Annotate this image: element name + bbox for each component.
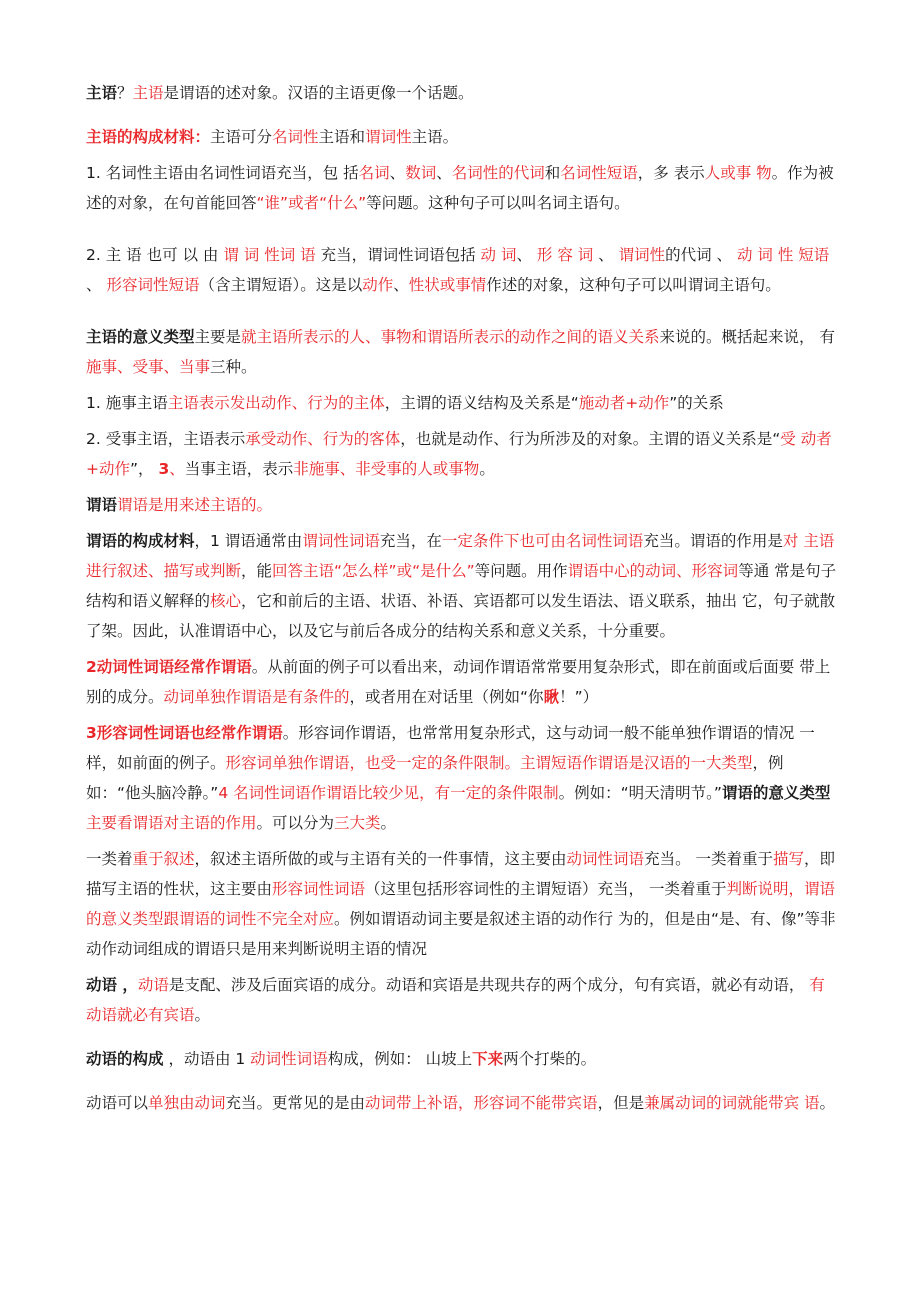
text-run: 谓语中心的动词、形容词 (567, 562, 739, 580)
text-run: 主语的意义类型 (86, 328, 195, 346)
text-run: 。 (479, 460, 495, 478)
text-run: 有动语就必有宾语 (86, 976, 825, 1024)
text-run: 。作为被述的对象，在句首能回答 (86, 164, 834, 212)
para-verbal-predicate (86, 652, 838, 712)
text-run: 谓词性 (365, 128, 412, 146)
text-run: 谓 词 性词 语 (223, 246, 316, 264)
text-run: 形容词性短语 (106, 276, 200, 294)
text-run: 。 (380, 814, 397, 832)
text-run: 充当。谓语的作用是 (643, 532, 783, 550)
text-run: ”的关系 (669, 394, 724, 412)
para-agent-subject (86, 388, 838, 418)
text-run: ，例 如：“他头脑冷静。” (86, 754, 784, 802)
text-run: 当事主语，表示 (184, 460, 294, 478)
text-run: 1. 名词性主语由名词性词语充当，包 括 (86, 164, 359, 182)
text-run: ，也就是动作、行为所涉及的对象。主谓的语义关系是“ (400, 430, 781, 448)
text-run: ，即描写主语的性状，这主要由 (86, 850, 836, 898)
text-run: 三大类 (334, 814, 381, 832)
text-run: 、 (436, 164, 452, 182)
document-body (86, 78, 838, 1118)
text-run: 数词 (405, 164, 437, 182)
text-run: 动词单独作谓语是有条件的 (163, 688, 350, 706)
text-run: 下来 (472, 1050, 504, 1068)
text-run: 等问题。用作 (474, 562, 568, 580)
text-run: 。形容词作谓语，也常常用复杂形式，这与动词一般不能单独作谓语的情况 一样，如前面的例子。 (86, 724, 815, 772)
para-patient-subject (86, 424, 838, 484)
text-run: 谓词性 (618, 246, 666, 264)
text-run: 等通 常是句子结构和语义解释的 (86, 562, 837, 610)
text-run: 充当，谓词性词语包括 (315, 246, 481, 264)
text-run: 。从前面的例子可以看出来，动词作谓语常常要用复杂形式，即在前面或后面要 带上别的成分。 (86, 658, 831, 706)
text-run: 充当。 一类着重于 (644, 850, 773, 868)
text-run: 、 (593, 246, 619, 264)
text-run: 主要是 (194, 328, 242, 346)
text-run: 非施事、非受事的人或事物 (293, 460, 480, 478)
text-run: 动语 ， (86, 976, 138, 994)
text-run: 和 (544, 164, 561, 182)
text-run: 对 主语进行叙述、描写或判断 (86, 532, 835, 580)
text-run: 一类着 (86, 850, 133, 868)
text-run: ，能 (241, 562, 273, 580)
para-verb-element-composition (86, 1044, 838, 1074)
text-run: 动词性词语 (566, 850, 645, 868)
text-run: 。可以分为 (256, 814, 335, 832)
text-run: 单独由动词 (148, 1094, 226, 1112)
para-subject-semantic-types (86, 322, 838, 382)
text-run: 重于叙述 (132, 850, 195, 868)
text-run: 两个打柴的。 (503, 1050, 597, 1068)
text-run: 主要看谓语对主语的作用 (86, 814, 257, 832)
para-predicate-three-types (86, 844, 838, 964)
text-run: 是支配、涉及后面宾语的成分。动语和宾语是共现共存的两个成分，句有宾语，就必有动语， (168, 976, 810, 994)
text-run: 。 (194, 1006, 211, 1024)
text-run: 4 名词性词语作谓语比较少见，有一定的条件限制 (218, 784, 559, 802)
para-nominal-subject (86, 158, 838, 218)
text-run: “谁”或者“什么” (256, 194, 367, 212)
text-run: 谓词性词语 (302, 532, 380, 550)
text-run: 回答主语“怎么样”或“是什么” (272, 562, 475, 580)
para-subject-intro (86, 78, 838, 108)
text-run: 2. 主 语 也可 以 由 (86, 246, 224, 264)
text-run: （含主谓短语）。这是以 (199, 276, 363, 294)
text-run: 充当。更常见的是由 (225, 1094, 366, 1112)
text-run: 来说的。概括起来说， 有 (659, 328, 835, 346)
text-run: 动语的构成 (86, 1050, 164, 1068)
text-run: 名词性的代词 (451, 164, 545, 182)
text-run: ”， (130, 460, 159, 478)
text-run: 等问题。这种句子可以叫名词主语句。 (366, 194, 630, 212)
text-run: （这里包括形容词性的主谓短语）充当， 一类着重于 (365, 880, 727, 898)
para-predicative-subject (86, 240, 838, 300)
text-run: 谓语是用来述主语的。 (117, 496, 273, 514)
text-run: 。 (819, 1094, 836, 1112)
text-run: 的代词 、 (665, 246, 737, 264)
para-verb-element-forms (86, 1088, 838, 1118)
text-run: 承受动作、行为的客体 (245, 430, 401, 448)
text-run: 2. 受事主语，主语表示 (86, 430, 246, 448)
text-run: 谓语的意义类型 (721, 784, 831, 802)
para-verb-element (86, 970, 838, 1030)
text-run: ！”） (559, 688, 599, 706)
text-run: 是谓语的述对象。汉语的主语更像一个话题。 (163, 84, 474, 102)
para-subject-materials (86, 122, 838, 152)
text-run: 构成，例如： 山坡上 (327, 1050, 473, 1068)
text-run: 形 容 词 (536, 246, 594, 264)
text-run: 形容词单独作谓语，也受一定的条件限制。主谓短语作谓语是汉语的一大类型 (225, 754, 753, 772)
text-run: 充当，在 (379, 532, 442, 550)
text-run: 动 词 (480, 246, 517, 264)
text-run: ，或者用在对话里（例如“你 (349, 688, 544, 706)
text-run: 2动词性词语经常作谓语 (86, 658, 252, 676)
text-run: 动词性词语 (250, 1050, 328, 1068)
text-run: 性状或事情 (408, 276, 487, 294)
text-run: 判断说明，谓语的意义类型跟谓语的词性不完全对应 (86, 880, 835, 928)
text-run: 名词性短语 (560, 164, 638, 182)
text-run: 就主语所表示的人、事物和谓语所表示的动作之间的语义关系 (241, 328, 660, 346)
text-run: ？ (117, 84, 133, 102)
text-run: 核心 (210, 592, 242, 610)
text-run: 名词性 (272, 128, 319, 146)
para-predicate-materials (86, 526, 838, 646)
text-run: 名词 (358, 164, 390, 182)
text-run: 动词带上补语，形容词不能带宾语 (365, 1094, 598, 1112)
para-adjectival-predicate (86, 718, 838, 838)
text-run: 主语表示发出动作、行为的主体 (167, 394, 385, 412)
text-run: 、 (169, 460, 185, 478)
text-run: 3形容词性词语也经常作谓语 (86, 724, 283, 742)
text-run: 主语的构成材料： (86, 128, 211, 146)
text-run: 谓语 (86, 496, 118, 514)
text-run: 。例如谓语动词主要是叙述主语的动作行 为的，但是由“是、有、像”等非动作动词组成的谓语只是用来判断说明主语的情况 (86, 910, 836, 958)
text-run: 。例如：“明天清明节。” (558, 784, 722, 802)
text-run: 3 (158, 460, 170, 478)
text-run: 主语可分 (210, 128, 273, 146)
text-run: 受 动者+动作 (86, 430, 832, 478)
para-predicate-intro (86, 490, 838, 520)
text-run: 三种。 (210, 358, 257, 376)
text-run: 主语。 (411, 128, 459, 146)
text-run: ，1 谓语通常由 (194, 532, 303, 550)
text-run: 1. 施事主语 (86, 394, 168, 412)
text-run: 作述的对象，这种句子可以叫谓词主语句。 (486, 276, 781, 294)
text-run: 、 (86, 276, 107, 294)
text-run: 施动者+动作 (578, 394, 670, 412)
text-run: 、 (389, 164, 406, 182)
text-run: 形容词性词语 (272, 880, 366, 898)
text-run: 主语和 (318, 128, 366, 146)
text-run: 施事、受事、当事 (86, 358, 211, 376)
text-run: 主语 (86, 84, 118, 102)
text-run: ，多 表示 (637, 164, 705, 182)
text-run: 描写 (773, 850, 805, 868)
text-run: 一定条件下也可由名词性词语 (441, 532, 644, 550)
text-run: ，叙述主语所做的或与主语有关的一件事情，这主要由 (194, 850, 567, 868)
text-run: ，主谓的语义结构及关系是“ (384, 394, 579, 412)
text-run: ，它和前后的主语、状语、补语、宾语都可以发生语法、语义联系，抽出 它，句子就散了架。因此，认准谓语中心，以及它与前后各成分的结构关系和意义关系，十分重要。 (86, 592, 835, 640)
text-run: 动作 (362, 276, 394, 294)
text-run: 动 词 性 短语 (736, 246, 830, 264)
text-run: 人或事 物 (704, 164, 772, 182)
text-run: 动语 (137, 976, 169, 994)
text-run: 、 (516, 246, 537, 264)
text-run: ，动语由 1 (163, 1050, 251, 1068)
text-run: 谓语的构成材料 (86, 532, 195, 550)
text-run: ，但是 (597, 1094, 645, 1112)
text-run: 兼属动词的词就能带宾 语 (644, 1094, 820, 1112)
text-run: 主语 (132, 84, 164, 102)
text-run: 瞅 (543, 688, 560, 706)
text-run: 动语可以 (86, 1094, 149, 1112)
text-run: 、 (393, 276, 409, 294)
